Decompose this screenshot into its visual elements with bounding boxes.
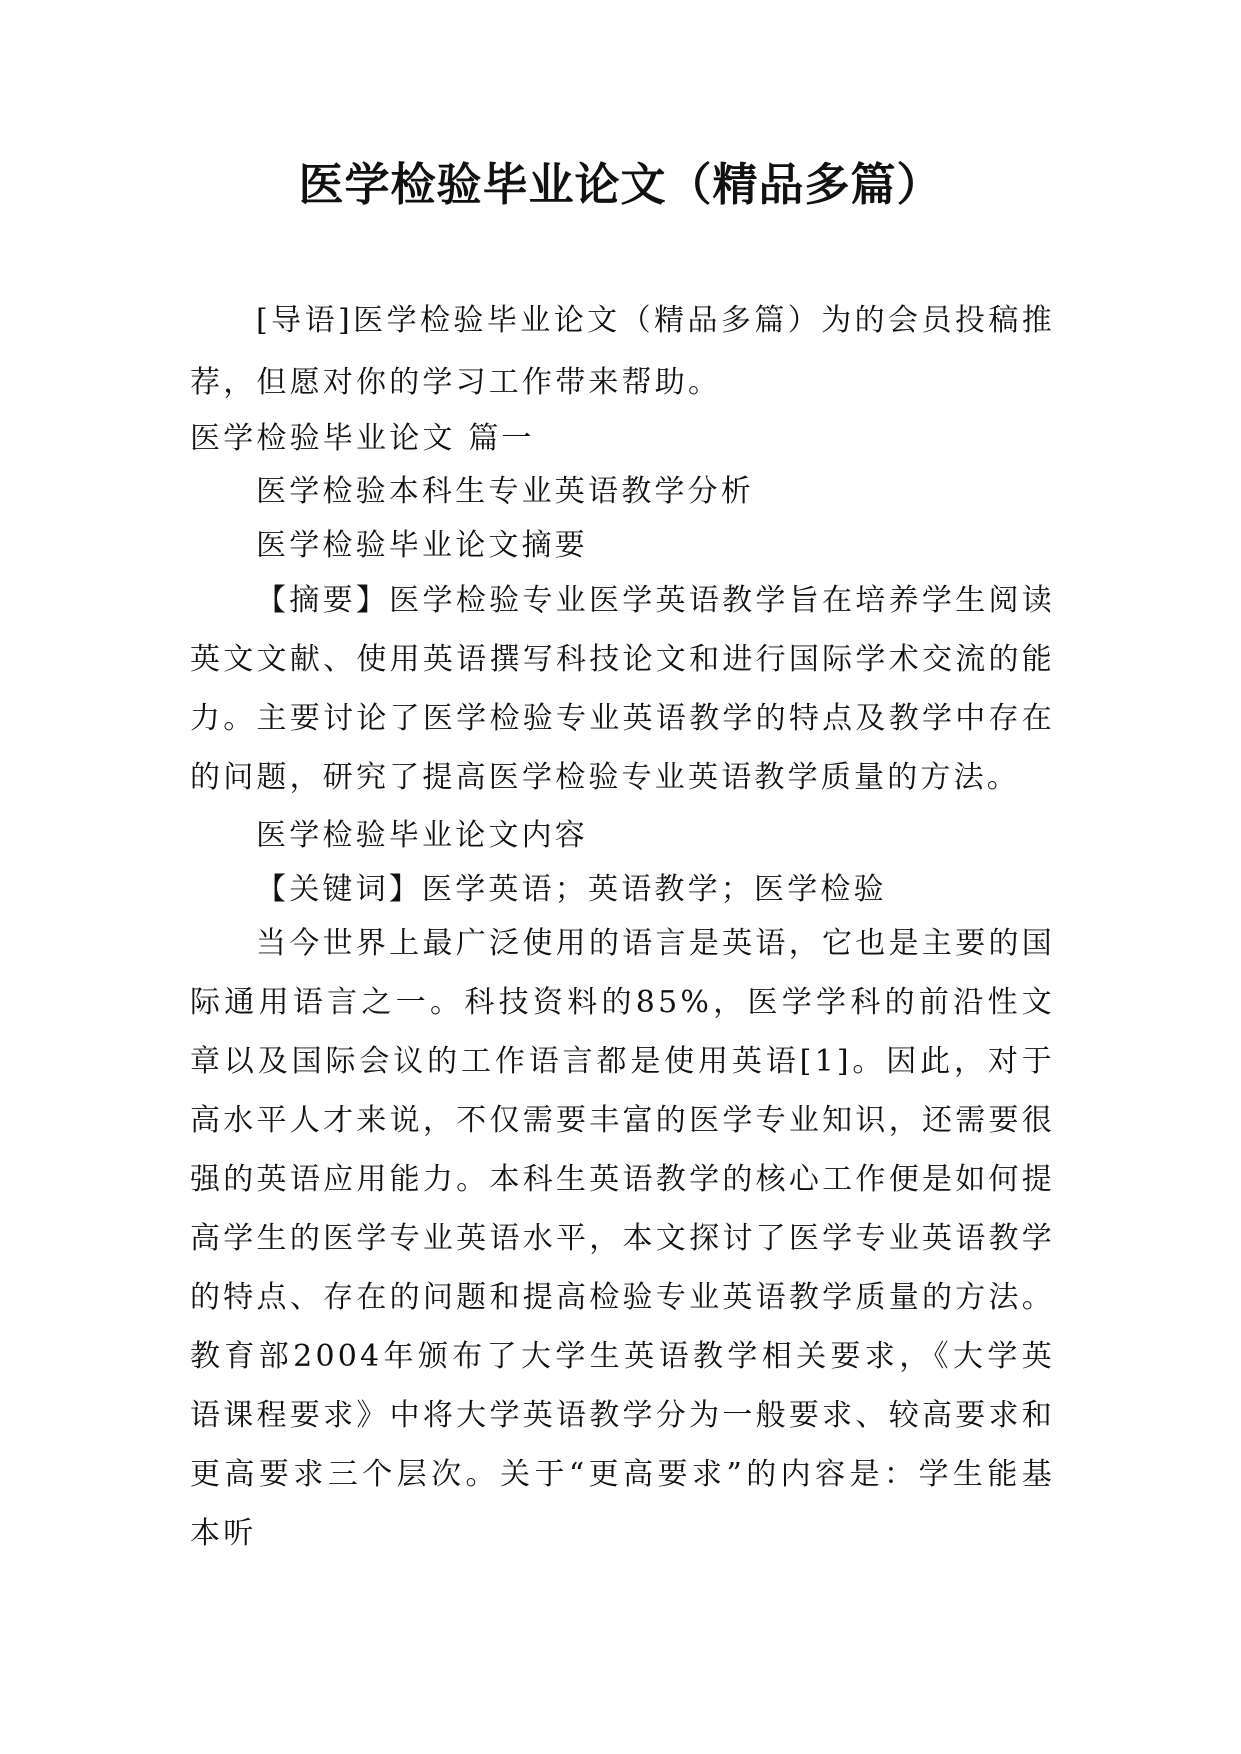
content-heading: 医学检验毕业论文内容 — [256, 818, 588, 853]
article-title: 医学检验本科生专业英语教学分析 — [256, 474, 754, 509]
document-title: 医学检验毕业论文（精品多篇） — [298, 158, 943, 211]
abstract-heading: 医学检验毕业论文摘要 — [256, 528, 588, 563]
abstract-paragraph: 【摘要】医学检验专业医学英语教学旨在培养学生阅读英文文献、使用英语撰写科技论文和进行国际学术交流的能力。主要讨论了医学检验专业英语教学的特点及教学中存在的问题，研究了提高医学检验专业英语教学质量的方法。 — [190, 583, 1055, 795]
intro-paragraph: [导语]医学检验毕业论文（精品多篇）为的会员投稿推荐，但愿对你的学习工作带来帮助。 — [190, 303, 1055, 400]
section-heading: 医学检验毕业论文 篇一 — [190, 421, 535, 456]
keywords-line: 【关键词】医学英语；英语教学；医学检验 — [256, 872, 887, 907]
body-paragraph: 当今世界上最广泛使用的语言是英语，它也是主要的国际通用语言之一。科技资料的85%，医学学科的前沿性文章以及国际会议的工作语言都是使用英语[1]。因此，对于高水平人才来说，不仅需要丰富的医学专业知识，还需要很强的英语应用能力。本科生英语教学的核心工作便是如何提高学生的医学专业英语水平，本文探讨了医学专业英语教学的特点、存在的问题和提高检验专业英语教学质量的方法。教育部2004年颁布了大学生英语教学相关要求，《大学英语课程要求》中将大学英语教学分为一般要求、较高要求和更高要求三个层次。关于“更高要求”的内容是：学生能基本听 — [190, 926, 1055, 1551]
